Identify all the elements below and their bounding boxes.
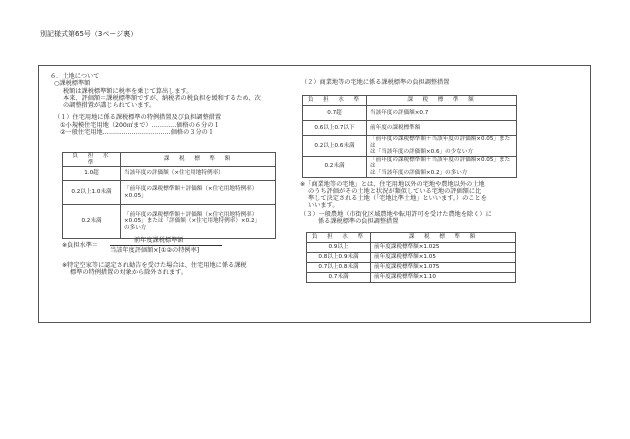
amount-line: 「前年度の課税標準額＋当該年度の評価額×0.05」または xyxy=(370,136,511,149)
table-row xyxy=(303,136,517,157)
item2-title: （２）商業地等の宅地に係る課税標準の負担調整措置 xyxy=(301,79,450,86)
note-line: 標準の特例措置の対象から除外されます。 xyxy=(70,269,188,276)
table-row xyxy=(307,253,516,263)
amount-cell: 前年度課税標準額×1.10 xyxy=(371,273,516,283)
amount-line: は「当該年度の評価額×0.6」の少ない方 xyxy=(370,149,474,156)
level-cell: 0.2未満 xyxy=(63,205,121,239)
amount-cell: 前年度課税標準額×1.05 xyxy=(371,253,516,263)
item1-line: ②一般住宅用地……………………………価格の３分の１ xyxy=(60,129,215,136)
intro-line: 本来、評価額＝課税標準額ですが、納税者の税負担を緩和するため、次 xyxy=(63,95,261,102)
amount-line: の多い方 xyxy=(124,224,147,231)
table-row xyxy=(303,121,517,136)
note2-line: のうち評価がその土地と状況が類似している宅地の評価額に比 xyxy=(308,188,482,195)
table-header-row xyxy=(307,233,516,243)
section-title: ６．土地について xyxy=(50,73,100,80)
amount-line: 当該年度の評価額（×住宅用地特例率） xyxy=(124,170,224,177)
note2-line: ※「商業地等の宅地」とは、住宅用地以外の宅地や農地以外の土地 xyxy=(300,181,485,188)
amount-line: 前年度の課税標準額 xyxy=(370,124,421,131)
item1-title: （１）住宅用地に係る課税標準の特例措置及び負担調整措置 xyxy=(54,114,222,121)
column-header: 課 税 標 準 額 xyxy=(371,233,516,243)
amount-cell xyxy=(121,181,276,205)
note-line: ※特定空家等に認定され勧告を受けた場合は、住宅用地に係る課税 xyxy=(62,262,247,269)
table-header-row xyxy=(303,96,517,106)
level-cell: 0.7以上0.8未満 xyxy=(307,263,371,273)
amount-cell: 前年度課税標準額×1.025 xyxy=(371,243,516,253)
item3-title: 係る課税標準の負担調整措置 xyxy=(318,218,399,225)
amount-cell xyxy=(367,156,517,177)
level-cell: 0.7未満 xyxy=(307,273,371,283)
farmland-table xyxy=(306,232,516,283)
commercial-table xyxy=(302,95,517,178)
level-cell: 0.9以上 xyxy=(307,243,371,253)
table-row xyxy=(307,273,516,283)
amount-cell xyxy=(367,136,517,157)
item3-title: （３）一般農地（市街化区域農地や転用許可を受けた農地を除く）に xyxy=(300,211,492,218)
amount-line: は「当該年度の評価額×0.2」の多い方 xyxy=(370,169,468,176)
amount-cell xyxy=(121,167,276,181)
column-header: 課 税 標 準 額 xyxy=(367,96,517,106)
level-cell: 0.2以上1.0未満 xyxy=(63,181,121,205)
column-header: 負 担 水 準 xyxy=(307,233,371,243)
level-cell: 1.0超 xyxy=(63,167,121,181)
table-row xyxy=(63,181,276,205)
level-cell: 0.8以上0.9未満 xyxy=(307,253,371,263)
formula-divider xyxy=(110,245,222,246)
column-header: 負 担 水 準 xyxy=(63,153,121,167)
item1-line: ①小規模住宅用地（200㎡まで）…………価格の６分の１ xyxy=(60,122,220,129)
column-header: 課 税 標 準 額 xyxy=(121,153,276,167)
table-row xyxy=(63,205,276,239)
level-cell: 0.7超 xyxy=(303,106,367,121)
table-row xyxy=(307,263,516,273)
formula-denominator: 当該年度評価額×[①②の特例率] xyxy=(110,247,200,254)
amount-cell xyxy=(367,121,517,136)
table-row xyxy=(63,167,276,181)
formula-numerator: 前年度課税標準額 xyxy=(134,237,184,244)
amount-line: ×0.05」または「評価額（×住宅用地特例率）×0.2」 xyxy=(124,218,261,225)
amount-line: 「前年度の課税標準額＋評価額（×住宅用地特例率） xyxy=(124,211,258,218)
form-title: 別記様式第65号（3ページ裏） xyxy=(40,30,138,38)
table-row xyxy=(307,243,516,253)
level-cell: 0.2未満 xyxy=(303,156,367,177)
residential-table xyxy=(62,152,276,239)
table-row xyxy=(303,106,517,121)
level-cell: 0.6以上0.7以下 xyxy=(303,121,367,136)
amount-cell: 前年度課税標準額×1.075 xyxy=(371,263,516,273)
intro-line: の調整措置が講じられています。 xyxy=(63,102,156,109)
amount-cell xyxy=(121,205,276,239)
note2-line: 準して決定される土地（「宅地比準土地」といいます。）のことを xyxy=(308,195,487,202)
intro-line: 税額は課税標準額に税率を乗じて算出します。 xyxy=(63,88,193,95)
table-header-row xyxy=(63,153,276,167)
note2-line: いいます。 xyxy=(308,202,339,209)
table-row xyxy=(303,156,517,177)
amount-cell xyxy=(367,106,517,121)
column-header: 負 担 水 準 xyxy=(303,96,367,106)
amount-line: 当該年度の評価額×0.7 xyxy=(370,109,429,116)
amount-line: 「前年度の課税標準額＋当該年度の評価額×0.05」または xyxy=(370,156,511,170)
amount-line: ×0.05」 xyxy=(124,192,147,199)
subsection-title: ○課税標準額 xyxy=(54,80,91,87)
level-cell: 0.2以上0.6未満 xyxy=(303,136,367,157)
formula-label: ※負担水準＝ xyxy=(62,242,99,249)
amount-line: 「前年度の課税標準額＋評価額（×住宅用地特例率） xyxy=(124,186,258,193)
